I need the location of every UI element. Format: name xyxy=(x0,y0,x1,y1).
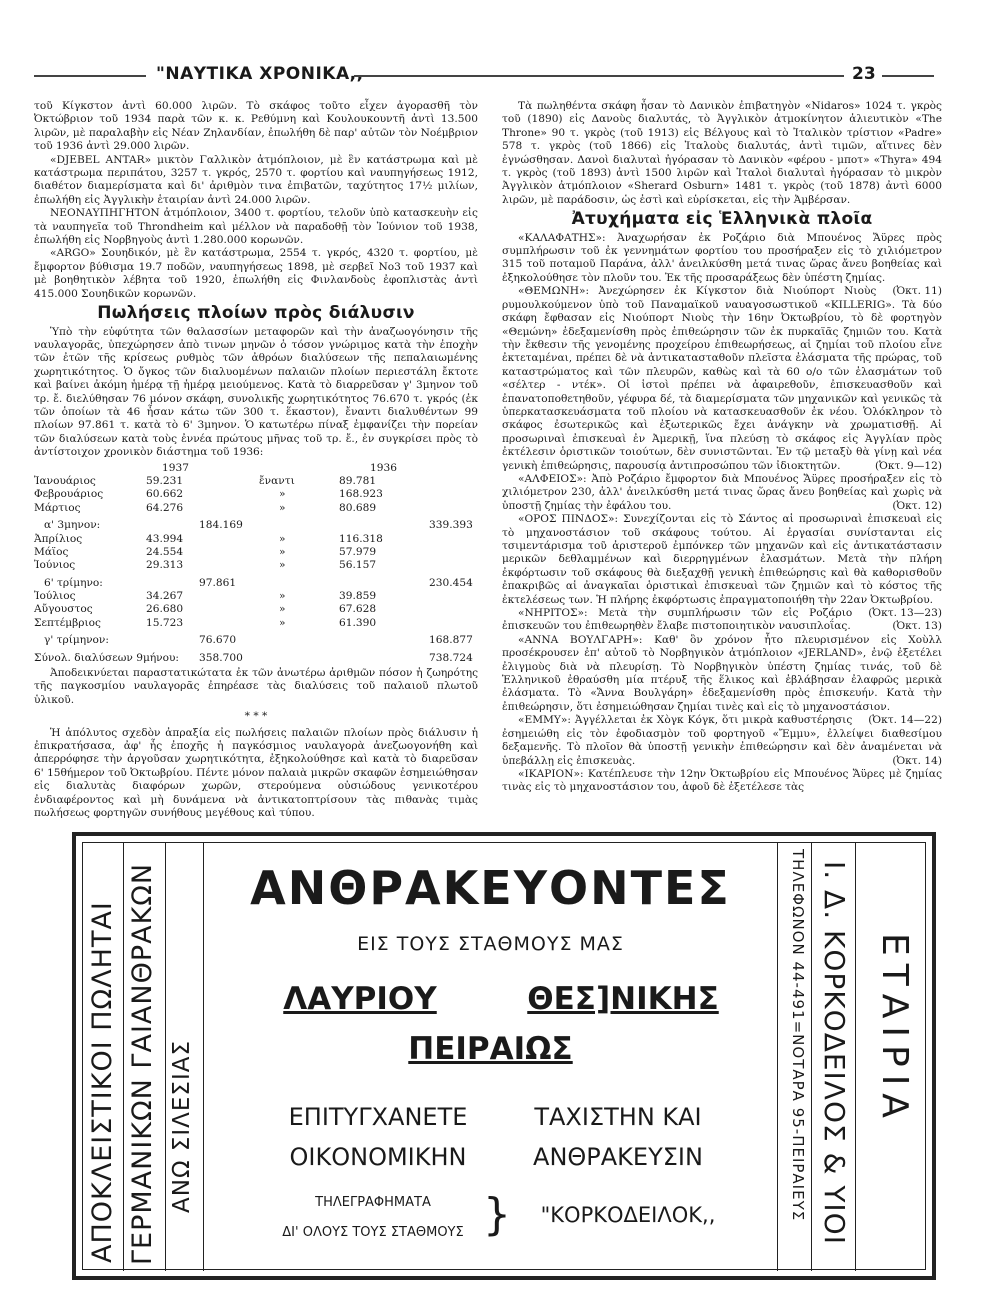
table-row: Ἰούλιος 34.267 » 39.859 xyxy=(34,590,377,603)
ad-city-piraeus: ΠΕΙΡΑΙΩΣ xyxy=(408,1031,573,1067)
date-ref: (Ὀκτ. 11) xyxy=(892,285,942,298)
table-row: Μάϊος 24.554 » 57.979 xyxy=(34,545,377,558)
incident-paragraph: «ΟΡΟΣ ΠΙΝΔΟΣ»: Συνεχίζονται εἰς τὸ Σάντος αἱ προσωριναὶ ἐπισκευαὶ εἰς τὸ μηχανοστάσιον τοῦ σκάφους τούτου. Αἱ ἐργασίαι συνίστανται εἰς τσιμεντάρισμα τοῦ ἀριστεροῦ ἐμπόνκερ τῶν μηχανῶν καὶ εἰς ἀντικατάστασιν μερικῶν δεθλαμμένων καὶ διερρηγμένων ἐλασμάτων. Μετὰ τὴν πλήρη ἐκφόρτωσιν τοῦ σκάφους θὰ διεξαχθῇ γενικὴ ἐπιθεώρησις καὶ θὰ καθορισθοῦν ἐπακριβῶς αἱ ἀναγκαῖαι ὁριστικαὶ ἐπισκευαὶ τῶν ζημιῶν καὶ τὸ κόστος τῆς ἐκτελέσεως των. Ἡ πλήρης ἐκφόρτωσις ἐπραγματοποιήθη τὴν 22αν Ὀκτωβρίου. (Ὀκτ. 13—23) xyxy=(502,513,942,620)
ad-divider xyxy=(165,843,166,1271)
ad-left-text-2: ΓΕΡΜΑΝΙΚΩΝ ΓΑΙΑΝΘΡΑΚΩΝ xyxy=(127,862,158,1265)
date-ref: (Ὀκτ. 9—12) xyxy=(875,459,942,472)
journal-title: "ΝΑΥΤΙΚΑ ΧΡΟΝΙΚΑ,, xyxy=(156,64,364,84)
date-ref: (Ὀκτ. 12) xyxy=(892,499,942,512)
ad-left-text-3: ΑΝΩ ΣΙΛΕΣΙΑΣ xyxy=(169,1040,195,1213)
paragraph: Τὰ πωληθέντα σκάφη ἦσαν τὸ Δανικὸν ἐπιβατηγὸν «Nidaros» 1024 τ. γκρὸς τοῦ (1890) εἰς Δανοὺς διαλυτάς, τὸ Ἀγγλικὸν ἀτμοκίνητον ἁλιευτικὸν «The Throne» 90 τ. γκρὸς (τοῦ 1913) εἰς Βέλγους καὶ τὸ Ἰταλικὸν τρίστιον «Padre» 578 τ. γκρὸς (τοῦ 1866) εἰς Ἰταλοὺς διαλυτάς, ἀντὶ τιμῶν, αἵτινες δὲν ἐγνώσθησαν. Δανοὶ διαλυταὶ ἠγόρασαν τὸ Δανικὸν «φέρου - μποτ» «Thyra» 494 τ. γκρὸς (τοῦ 1893) ἀντὶ 1500 λιρῶν καὶ Ἰταλοὶ διαλυταὶ ἠγόρασαν τὸ μικρὸν Ἀγγλικὸν ἀτμόπλοιον «Sherard Osburn» 1481 τ. γκρὸς (τοῦ 1878) ἀντὶ 6000 λιρῶν, μὲ παράδοσιν, ὡς ἐστὶ καὶ εὑρίσκεται, εἰς τὴν Ἀμβέρσαν. xyxy=(502,100,942,206)
ad-title: ΑΝΘΡΑΚΕΥΟΝΤΕΣ xyxy=(250,861,731,915)
incident-paragraph: «ΕΜΜΥ»: Ἀγγέλλεται ἐκ Χὸγκ Κόγκ, ὅτι μικρὰ καθυστέρησις ἐσημειώθη εἰς τὸν ἐφοδιασμὸν τοῦ φορτηγοῦ «Ἔμμυ», ἐλλείψει διαθεσίμου δεξαμενῆς. Τὸ πλοῖον θὰ ὑποστῇ γενικὴν ἐπιθεώρησιν καὶ δὲν ἀναμένεται νὰ ὑπεβάλλῃ εἰς ἐπισκευὰς. (Ὀκτ. 14) xyxy=(502,714,942,767)
paragraph: Ὑπὸ τὴν εὐφύτητα τῶν θαλασσίων μεταφορῶν καὶ τὴν ἀναζωογόνησιν τῆς ναυλαγορᾶς, ὑπεχώρησεν ἀπὸ τινων μηνῶν ὁ τόσον γνώριμος κατὰ τὴν ἐποχὴν τῶν ἐτῶν τῆς κρίσεως ρυθμὸς τῶν ἀθρόων διαλύσεων τῆς πεπαλαιωμένης χωρητικότητος. Ὁ ὄγκος τῶν διαλυομένων παλαιῶν πλοίων περιεστάλη ἔκτοτε καὶ βαίνει ἀκόμη ἡμέρᾳ τῇ ἡμέρᾳ μειούμενος. Κατὰ τὸ διαρρεῦσαν γ' 3μηνον τοῦ τρ. ἔ. διελύθησαν 76 μόνον σκάφη, συνολικῆς χωρητικότητος 76.670 τ. γκρός (ἐκ τῶν ὁποίων τὰ 46 ἦσαν κάτω τῶν 300 τ. ἕκαστον), ἔναντι διαλυθέντων 99 πλοίων 97.861 τ. κατὰ τὸ 6' 3μηνον. Ὁ κατωτέρω πίναξ ἐμφανίζει τὴν πορείαν τῶν διαλύσεων κατὰ τοὺς ἐννέα πρώτους μῆνας τοῦ τρ. ἔ., ἐν συγκρίσει πρὸς τὸ ἀντίστοιχον χρονικὸν διάστημα τοῦ 1936: xyxy=(34,325,478,459)
right-column xyxy=(502,100,942,795)
paragraph: «DJEBEL ANTAR» μικτὸν Γαλλικὸν ἀτμόπλοιον, μὲ ἓν κατάστρωμα καὶ μὲ κατάστρωμα περιπάτου, 3257 τ. γκρός, 2570 τ. φορτίου καὶ ναυπηγήσεως 1912, διαθέτον διαμερίσματα καὶ δι' ἀριθμὸν τινα ἐπιβατῶν, ταχύτητος 17½ μιλίων, ἐπωλήθη εἰς Ἀγγλικὴν ἑταιρίαν ἀντὶ 24.000 λιρῶν. xyxy=(34,153,478,206)
table-quarter-row: α' 3μηνον: 184.169 339.393 xyxy=(44,519,473,532)
table-row: Μάρτιος 64.276 » 80.689 xyxy=(34,501,377,514)
incident-paragraph: «ΑΝΝΑ ΒΟΥΛΓΑΡΗ»: Καθ' ὃν χρόνον ἦτο πλευρισμένον εἰς Χοὺλλ προσέκρουσεν ἐπ' αὐτοῦ τὸ Νορβηγικὸν ἀτμόπλοιον «JERLAND», ἐνῷ ἐξετέλει ἐλιγμοὺς διὰ νὰ πλευρίσῃ. Τὸ Νορβηγικὸν ὑπέστη ζημίας τινάς, τοῦ δὲ Ἑλληνικοῦ ἐθραύσθη μία πτέρυξ τῆς ἕλικος καὶ ἐβλάβησαν ἐλαφρῶς μερικὰ ἐλάσματα. Τὸ «Ἄννα Βουλγάρη» ἐδεξαμενίσθη πρὸς ἐπισκευήν. Κατὰ τὴν ἐπιθεώρησιν, ὅτι ἐσημειώθησαν ζημίαι τινὲς καὶ εἰς τὸ μηχανοστάσιον. (Ὀκτ. 14—22) xyxy=(502,633,942,727)
ad-company-type: ΕΤΑΙΡΙΑ xyxy=(874,933,915,1126)
left-column xyxy=(34,100,478,821)
ad-divider xyxy=(777,843,778,1271)
table-header-row xyxy=(34,462,478,475)
date-ref: (Ὀκτ. 13) xyxy=(892,620,942,633)
ad-left-text-1: ΑΠΟΚΛΕΙΣΤΙΚΟΙ ΠΩΛΗΤΑΙ xyxy=(87,901,118,1263)
table-row: Ἰανουάριος 59.231 ἔναντι 89.781 xyxy=(34,474,377,487)
ad-city-thessaloniki: ΘΕΣ]ΝΙΚΗΣ xyxy=(527,981,719,1017)
table-total-row: Σύνολ. διαλύσεων 9μήνου: 358.700 738.724 xyxy=(34,651,473,664)
ad-divider xyxy=(203,843,204,1271)
table-row: Αὔγουστος 26.680 » 67.628 xyxy=(34,603,377,616)
date-ref: (Ὀκτ. 14—22) xyxy=(868,714,942,727)
ad-company-name: Ι. Δ. ΚΟΡΚΟΔΕΙΛΟΣ & ΥΙΟΙ xyxy=(818,861,851,1245)
incident-paragraph: «ΑΛΦΕΙΟΣ»: Ἀπὸ Ροζάριο ἔμφορτον διὰ Μπουένος Ἄϋρες προσήραξεν εἰς τὸ χιλιόμετρον 230, ἀλλ' ἀνειλκύσθη μετά τινας ὥρας ἄνευ βοηθείας καὶ χωρὶς νὰ ὑποστῇ ζημίας τὴν ἐφάλου του. (Ὀκτ. 12) xyxy=(502,472,942,512)
date-ref: (Ὀκτ. 14) xyxy=(892,754,942,767)
table-row: Φεβρουάριος 60.662 » 168.923 xyxy=(34,488,383,501)
header-rule-middle xyxy=(354,75,844,77)
year-1937: 1937 xyxy=(162,461,189,474)
incident-paragraph: «ΘΕΜΩΝΗ»: Ἀνεχώρησεν ἐκ Κίγκστον διὰ Νιούπορτ Νιοὺς ρυμουλκούμενον ὑπὸ τοῦ Παναμαϊκοῦ ναυαγοσωστικοῦ «KILLERIG». Τὰ δύο σκάφη ἔφθασαν εἰς Νιούπορτ Νιοὺς τὴν 16ην Ὀκτωβρίου, τὸ δὲ φορτηγὸν «Θεμώνη» ἐδεξαμενίσθη πρὸς ἐπιθεώρησιν τῶν ἐκ πυρκαϊᾶς ζημιῶν του. Κατὰ τὴν ἔκθεσιν τῆς γενομένης προχείρου ἐπιθεωρήσεως, αἱ ζημίαι τοῦ πλοίου εἶνε ἐκτεταμέναι, πρέπει δὲ νὰ ἀντικατασταθοῦν πλεῖστα ἐλάσματα τῆς πρώρας, τοῦ καταστρώματος καὶ τῶν πλευρῶν, καθὼς καὶ τὰ 60 ο/ο τῶν ἐλασμάτων τοῦ «σέλτερ - ντέκ». Οἱ ἱστοὶ πρέπει νὰ ἀφαιρεθοῦν, ἐπισκευασθοῦν καὶ ἐπανατοποθετηθοῦν, γέφυρα δέ, τὰ διαμερίσματα τῶν μηχανικῶν καὶ γενικῶς τὰ ὑπερκατασκευάσματα τοῦ πλοίου νὰ κατασκευασθοῦν ἐκ νέου. Ὁλόκληρον τὸ σκάφος ἐσωτερικῶς καὶ ἐξωτερικῶς ἔχει ἀνάγκην νὰ χρωματισθῇ. Αἱ προσωριναὶ ἐπισκευαὶ ἐν Ἀμερικῇ, ἵνα πλεύσῃ τὸ σκάφος εἰς Ἀγγλίαν πρὸς ἐκτέλεσιν ὁριστικῶν τοιούτων, δὲν συνιστῶνται. Ἐν τῷ μεταξὺ θὰ γίνῃ καὶ νέα γενικὴ ἐπιθεώρησις, παρουσίᾳ ἀντιπροσώπου τῶν ἰδιοκτητῶν. (Ὀκτ. 9—12) xyxy=(502,285,942,472)
section-heading: Πωλήσεις πλοίων πρὸς διάλυσιν xyxy=(97,303,415,324)
paragraph: ΝΕΟΝΑΥΠΗΓΗΤΟΝ ἀτμόπλοιον, 3400 τ. φορτίου, τελοῦν ὑπὸ κατασκευὴν εἰς τὰ ναυπηγεῖα τοῦ Throndheim καὶ μέλλον νὰ παραδοθῇ τὸν Ἰούνιον τοῦ 1938, ἐπωλήθη εἰς Νορβηγοὺς ἀντὶ 1.280.000 κορωνῶν. xyxy=(34,207,478,247)
table-row: Ἀπρίλιος 43.994 » 116.318 xyxy=(34,532,383,545)
separator-stars: * * * xyxy=(244,710,268,723)
ad-inner-frame xyxy=(82,842,926,1270)
table-quarter-row: 6' τρίμηνο: 97.861 230.454 xyxy=(44,576,473,589)
paragraph: Ἀποδεικνύεται παραστατικώτατα ἐκ τῶν ἀνωτέρω ἀριθμῶν πόσον ἡ ζωηρότης τῆς παγκοσμίου ναυλαγορᾶς ἐπηρέασε τὰς διαλύσεις τοῦ παλαιοῦ πλωτοῦ ὑλικοῦ. xyxy=(34,667,478,706)
ad-city-lavrio: ΛΑΥΡΙΟΥ xyxy=(283,981,437,1017)
coal-advertisement xyxy=(72,832,936,1280)
ad-line-2a: ΟΙΚΟΝΟΜΙΚΗΝ xyxy=(289,1143,467,1171)
table-quarter-row: γ' τρίμηνον: 76.670 168.877 xyxy=(44,634,473,647)
ad-telegram-label: ΤΗΛΕΓΡΑΦΗΜΑΤΑ xyxy=(315,1195,431,1210)
table-row: Σεπτέμβριος 15.723 » 61.390 xyxy=(34,616,377,629)
ad-divider xyxy=(855,843,856,1271)
ad-telegram-note: ΔΙ' ΟΛΟΥΣ ΤΟΥΣ ΣΤΑΘΜΟΥΣ xyxy=(282,1225,464,1240)
year-1936: 1936 xyxy=(370,461,397,474)
incident-paragraph: «ΙΚΑΡΙΟΝ»: Κατέπλευσε τὴν 12ην Ὀκτωβρίου εἰς Μπουένος Ἄϋρες μὲ ζημίας τινὰς εἰς τὸ μηχανοστάσιον του, ἀφοῦ δὲ ἐξετέλεσε τὰς xyxy=(502,767,942,794)
ad-line-1b: ΤΑΧΙΣΤΗΝ ΚΑΙ xyxy=(534,1103,702,1131)
table-row: Ἰούνιος 29.313 » 56.157 xyxy=(34,559,377,572)
paragraph: τοῦ Κίγκστον ἀντὶ 60.000 λιρῶν. Τὸ σκάφος τοῦτο εἶχεν ἀγορασθῆ τὸν Ὀκτώβριον τοῦ 1934 παρὰ τῶν κ. κ. Ρεθύμνη καὶ Κουλουκουντῆ ἀντὶ 13.500 λιρῶν, μὲ παραλαβὴν εἰς Νέαν Ζηλανδίαν, ἐπωλήθη δὲ παρ' αὐτῶν τὸν Νοέμβριον τοῦ 1936 ἀντὶ 29.000 λιρῶν. xyxy=(34,100,478,153)
page-header xyxy=(34,62,934,88)
ad-line-2b: ΑΝΘΡΑΚΕΥΣΙΝ xyxy=(533,1143,703,1171)
incident-paragraph: «ΝΗΡΙΤΟΣ»: Μετὰ τὴν συμπλήρωσιν τῶν εἰς Ροζάριο ἐπισκευῶν του ἐπιθεωρηθὲν ἔλαβε πιστοποιητικὸν ναυσιπλοΐας. (Ὀκτ. 13) xyxy=(502,607,942,633)
date-ref: (Ὀκτ. 13—23) xyxy=(868,607,942,620)
ad-divider xyxy=(811,843,812,1271)
paragraph: Ἡ ἀπόλυτος σχεδὸν ἀπραξία εἰς πωλήσεις παλαιῶν πλοίων πρὸς διάλυσιν ἡ ἐπικρατήσασα, ἀφ' ἧς ἐποχῆς ἡ παγκόσμιος ναυλαγορὰ ἀνεζωογονήθη καὶ ἀπερρόφησε τὴν ἀργοῦσαν χωρητικότητα, ἐξηκολούθησε καὶ κατὰ τὸ διαρεῦσαν 6' 15θήμερον τοῦ Ὀκτωβρίου. Πέντε μόνον παλαιὰ μικρῶν σκαφῶν ἐσημειώθησαν εἰς διαλυτὰς διαφόρων χωρῶν, στερούμενα οὐσιώδους γενικοτέρου ἐνδιαφέροντος καὶ μὴ δυνάμενα νὰ ἀντικατοπτρίσουν τὰς πιθανὰς τιμὰς πωλήσεως φορτηγῶν συνήθους μεγέθους καὶ τύπου. xyxy=(34,726,478,820)
header-rule-left xyxy=(34,75,146,77)
ad-divider xyxy=(123,843,124,1271)
ad-telegraphic-code: "ΚΟΡΚΟΔΕΙΛΟΚ,, xyxy=(540,1203,716,1227)
page-number: 23 xyxy=(852,64,876,84)
header-rule-right xyxy=(882,75,934,77)
ad-subtitle: ΕΙΣ ΤΟΥΣ ΣΤΑΘΜΟΥΣ ΜΑΣ xyxy=(357,933,624,955)
scrapping-table xyxy=(34,462,478,665)
incident-paragraph: «ΚΑΛΑΦΑΤΗΣ»: Ἀναχωρήσαν ἐκ Ροζάριο διὰ Μπουένος Ἄϋρες πρὸς συμπλήρωσιν τοῦ ἐκ γεννημάτων φορτίου του προσήραξεν εἰς τὸ χιλιόμετρον 315 τοῦ ποταμοῦ Παράνα, ἀλλ' ἀνειλκύσθη μετά τινας ὥρας ἄνευ βοηθείας καὶ ἐξηκολούθησε τὸν πλοῦν του. Ἐκ τῆς προσαράξεως δὲν ὑπέστη ζημίας. (Ὀκτ. 11) xyxy=(502,231,942,298)
ad-line-1a: ΕΠΙΤΥΓΧΑΝΕΤΕ xyxy=(288,1103,468,1131)
ad-brace: } xyxy=(483,1189,511,1240)
paragraph: «ARGO» Σουηδικόν, μὲ ἓν κατάστρωμα, 2554 τ. γκρός, 4320 τ. φορτίου, μὲ ἔμφορτον βύθισμα 19.7 ποδῶν, ναυπηγήσεως 1898, μὲ σερβεῖ Νο3 τοῦ 1937 καὶ μὲ βοηθητικὸν λέβητα τοῦ 1920, ἐπωλήθη εἰς Φινλανδοὺς ἐφοπλιστὰς ἀντὶ 415.000 Σουηδικῶν κορωνῶν. xyxy=(34,247,478,300)
ad-phone-address: ΤΗΛΕΦΩΝΟΝ 44-491=ΝΟΤΑΡΑ 95-ΠΕΙΡΑΙΕΥΣ xyxy=(789,849,807,1222)
section-heading: Ἀτυχήματα εἰς Ἑλληνικὰ πλοῖα xyxy=(571,209,873,230)
